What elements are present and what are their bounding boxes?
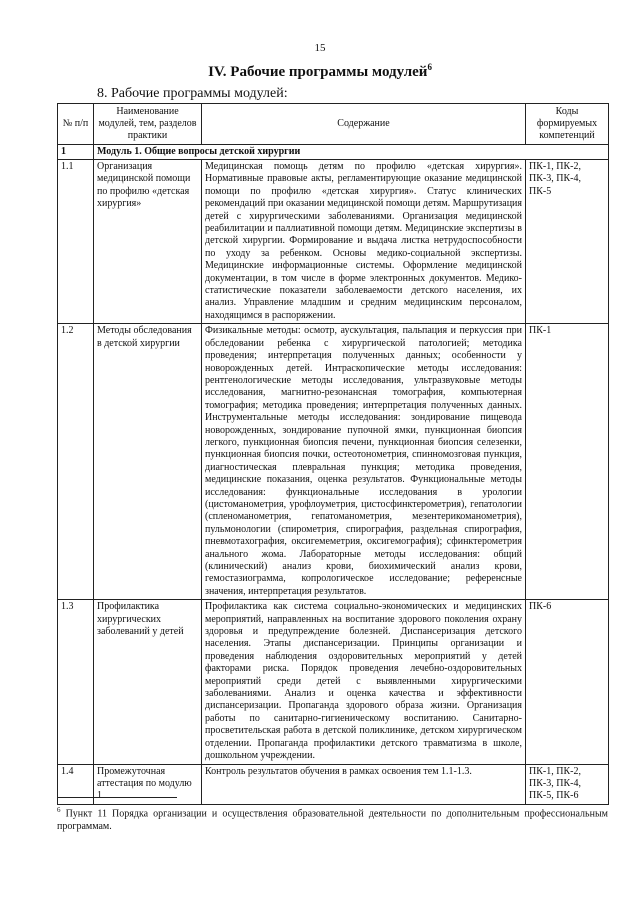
row-content: Физикальные методы: осмотр, аускультация, пальпация и перкуссия при обследовании ребенка с хирургической патологией; методика проведения; интерпретация полученных данных; особенности у новорожденных детей. Интраскопические методы исследования: рентгенологические методы исследования, ультразвуковые методы исследования, магнитно-резонансная томография, компьютерная томография; методика проведения; интерпретация полученных данных. Инструментальные методы исследования: зондирование пищевода новорожденных, зондирование пупочной ямки, пункционная биопсия легкого, пункционная биопсия печени, пункционная биопсия селезенки, пункционная биопсия почки, остеотонометрия, спинномозговая пункция, диагностическая плевральная пункция; методика проведения, медицинские показания, оценка результатов. Функциональные методы исследования: функциональные исследования в урологии (цистоманометрия, урофлоуметрия, цистосфинктерометрия), гепатологии (спленоманометрия, гепатоманометрия, мезентерикоманометрия), пульмонологии (спирометрия, спирография, раздельная спирография, пневмотахография, оксигемеметрия, оксигемография); сфинктерометрия анального жома. Лабораторные методы исследования: общий (клинический) анализ крови, биохимический анализ крови, гемостазиограмма, копрологическое исследование; референсные значения, интерпретация результатов. xyxy=(202,324,526,600)
row-content: Профилактика как система социально-экономических и медицинских мероприятий, направленных на воспитание здорового поколения охрану здоровья и предупреждение болезней. Диспансеризация детского населения. Этапы диспансеризации. Принципы организации и проведения наблюдения оздоровительных мероприятий у детей факторами риска. Порядок проведения лечебно-оздоровительных мероприятий среди детей с выявленными хирургическими заболеваниями. Анализ и оценка качества и эффективности диспансеризации. Пропаганда здорового образа жизни. Организация работы по санитарно-гигиеническому воспитанию. Санитарно-просветительская работа в детской поликлинике, детском хирургическом отделении. Пропаганда профилактики детского травматизма в школе, дошкольном учреждении. xyxy=(202,600,526,764)
row-codes: ПК-1 xyxy=(526,324,609,600)
page-number: 15 xyxy=(314,42,326,54)
row-content: Медицинская помощь детям по профилю «детская хирургия». Нормативные правовые акты, регламентирующие оказание медицинской помощи по профилю «детская хирургия». Статус клинических рекомендаций при оказании медицинской помощи детям. Маршрутизация детей с хирургическими заболеваниями. Организация медицинской реабилитации и паллиативной помощи детям. Медицинские экспертизы в детской хирургии. Формирование и выдача листка нетрудоспособности по уходу за ребенком. Основы медико-социальной экспертизы. Медицинские информационные системы. Оформление медицинской документации, в том числе в форме электронных документов. Медико-статистические показатели заболеваемости детского населения, их анализ. Управление младшим и средним медицинским персоналом, находящимся в распоряжении. xyxy=(202,160,526,324)
section-title xyxy=(0,62,640,81)
module-title: Модуль 1. Общие вопросы детской хирургии xyxy=(94,145,609,160)
footnote xyxy=(57,804,608,833)
table-row xyxy=(58,600,609,764)
row-codes: ПК-6 xyxy=(526,600,609,764)
row-name: Методы обследования в детской хирургии xyxy=(94,324,202,600)
row-codes: ПК-1, ПК-2, ПК-3, ПК-4, ПК-5, ПК-6 xyxy=(526,764,609,804)
footnote-text: Пункт 11 Порядка организации и осуществления образовательной деятельности по дополнительным профессиональным программам. xyxy=(57,808,608,833)
row-num: 1.4 xyxy=(58,764,94,804)
header-content: Содержание xyxy=(202,104,526,145)
header-codes: Коды формируемых компетенций xyxy=(526,104,609,145)
row-num: 1.2 xyxy=(58,324,94,600)
row-num: 1.3 xyxy=(58,600,94,764)
row-name: Промежуточная аттестация по модулю 1 xyxy=(94,764,202,804)
header-name: Наименование модулей, тем, разделов практики xyxy=(94,104,202,145)
table-row xyxy=(58,324,609,600)
footnote-mark: 6 xyxy=(57,806,61,814)
footnote-ref: 6 xyxy=(427,62,432,72)
table-header-row xyxy=(58,104,609,145)
module-num: 1 xyxy=(58,145,94,160)
footnote-divider xyxy=(57,797,177,798)
module-row xyxy=(58,145,609,160)
table-row xyxy=(58,764,609,804)
header-num: № п/п xyxy=(58,104,94,145)
row-codes: ПК-1, ПК-2, ПК-3, ПК-4, ПК-5 xyxy=(526,160,609,324)
row-content: Контроль результатов обучения в рамках освоения тем 1.1-1.3. xyxy=(202,764,526,804)
subtitle: 8. Рабочие программы модулей: xyxy=(97,86,288,101)
programs-table xyxy=(57,103,609,805)
table-row xyxy=(58,160,609,324)
section-title-text: IV. Рабочие программы модулей xyxy=(208,64,428,80)
row-name: Профилактика хирургических заболеваний у детей xyxy=(94,600,202,764)
row-name: Организация медицинской помощи по профилю «детская хирургия» xyxy=(94,160,202,324)
row-num: 1.1 xyxy=(58,160,94,324)
